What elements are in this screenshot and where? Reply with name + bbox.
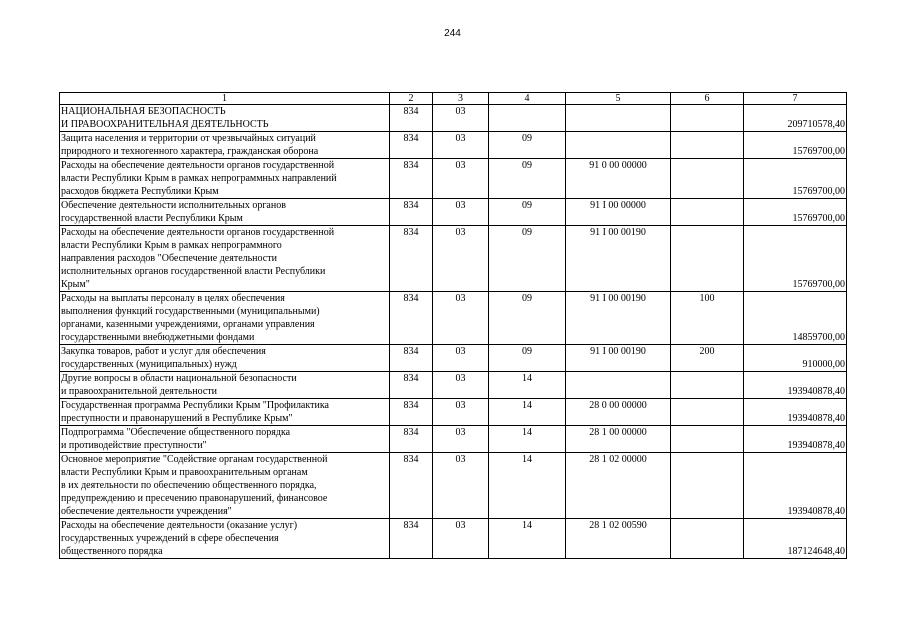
target-article-code [566,105,671,132]
table-row [60,426,847,453]
amount: 193940878,40 [744,399,847,426]
expense-type-code [671,159,744,199]
target-article-code: 91 0 00 00000 [566,159,671,199]
row-name [60,159,390,199]
table-row [60,292,847,345]
row-name-line: власти Республики Крым и правоохранительным органам [61,467,308,478]
row-name-line: Другие вопросы в области национальной безопасности [61,373,297,384]
subsection-code: 14 [489,426,566,453]
row-name [60,292,390,345]
table-row [60,226,847,292]
table-row [60,453,847,519]
amount: 15769700,00 [744,159,847,199]
target-article-code [566,132,671,159]
ministry-code: 834 [390,426,433,453]
row-name-line: государственных учреждений в сфере обеспечения [61,533,279,544]
section-code: 03 [433,519,489,559]
table-row [60,399,847,426]
ministry-code: 834 [390,519,433,559]
row-name-line: власти Республики Крым в рамках непрограммных направлений [61,173,337,184]
row-name-line: Расходы на выплаты персоналу в целях обеспечения [61,293,285,304]
expense-type-code [671,105,744,132]
section-code: 03 [433,199,489,226]
header-cell: 4 [489,93,566,105]
row-name-line: Расходы на обеспечение деятельности (оказание услуг) [61,520,298,531]
row-name [60,426,390,453]
ministry-code: 834 [390,199,433,226]
ministry-code: 834 [390,292,433,345]
section-code: 03 [433,132,489,159]
subsection-code: 14 [489,519,566,559]
row-name-line: в их деятельности по обеспечению общественного порядка, [61,480,317,491]
header-cell: 2 [390,93,433,105]
amount: 193940878,40 [744,453,847,519]
row-name [60,399,390,426]
amount: 187124648,40 [744,519,847,559]
subsection-code: 09 [489,226,566,292]
row-name-line: власти Республики Крым в рамках непрограммного [61,240,282,251]
row-name-line: расходов бюджета Республики Крым [61,186,219,197]
row-name-line: государственными внебюджетными фондами [61,332,255,343]
expense-type-code [671,519,744,559]
table-row [60,199,847,226]
ministry-code: 834 [390,159,433,199]
amount: 193940878,40 [744,372,847,399]
row-name [60,345,390,372]
section-code: 03 [433,292,489,345]
row-name-line: и правоохранительной деятельности [61,386,217,397]
section-code: 03 [433,426,489,453]
expense-type-code [671,453,744,519]
row-name [60,132,390,159]
expense-type-code [671,199,744,226]
amount: 15769700,00 [744,199,847,226]
subsection-code: 09 [489,132,566,159]
row-name-line: НАЦИОНАЛЬНАЯ БЕЗОПАСНОСТЬ [61,106,226,117]
row-name-line: общественного порядка [61,546,163,557]
section-code: 03 [433,399,489,426]
expense-type-code [671,426,744,453]
target-article-code: 91 I 00 00190 [566,345,671,372]
row-name-line: органами, казенными учреждениями, органами управления [61,319,315,330]
target-article-code: 28 1 02 00000 [566,453,671,519]
subsection-code: 14 [489,372,566,399]
subsection-code: 09 [489,292,566,345]
table-row [60,519,847,559]
target-article-code: 91 I 00 00190 [566,292,671,345]
row-name-line: Основное мероприятие "Содействие органам государственной [61,454,328,465]
subsection-code: 09 [489,159,566,199]
section-code: 03 [433,453,489,519]
row-name-line: исполнительных органов государственной власти Республики [61,266,326,277]
row-name-line: Крым" [61,279,90,290]
ministry-code: 834 [390,226,433,292]
amount: 193940878,40 [744,426,847,453]
row-name [60,226,390,292]
header-cell: 7 [744,93,847,105]
row-name-line: Подпрограмма "Обеспечение общественного порядка [61,427,291,438]
expense-type-code: 200 [671,345,744,372]
subsection-code: 09 [489,199,566,226]
table-row [60,105,847,132]
row-name-line: государственных (муниципальных) нужд [61,359,237,370]
header-row [60,93,847,105]
section-code: 03 [433,345,489,372]
row-name-line: Обеспечение деятельности исполнительных органов [61,200,286,211]
subsection-code [489,105,566,132]
ministry-code: 834 [390,345,433,372]
ministry-code: 834 [390,372,433,399]
row-name [60,372,390,399]
row-name-line: Закупка товаров, работ и услуг для обеспечения [61,346,266,357]
row-name [60,519,390,559]
target-article-code: 28 0 00 00000 [566,399,671,426]
section-code: 03 [433,372,489,399]
ministry-code: 834 [390,453,433,519]
expense-type-code [671,372,744,399]
expense-type-code [671,399,744,426]
ministry-code: 834 [390,399,433,426]
table-row [60,159,847,199]
ministry-code: 834 [390,105,433,132]
ministry-code: 834 [390,132,433,159]
target-article-code: 28 1 02 00590 [566,519,671,559]
expense-type-code [671,226,744,292]
row-name-line: государственной власти Республики Крым [61,213,243,224]
amount: 15769700,00 [744,132,847,159]
row-name-line: Расходы на обеспечение деятельности органов государственной [61,227,335,238]
table-row [60,345,847,372]
target-article-code: 91 I 00 00000 [566,199,671,226]
target-article-code: 28 1 00 00000 [566,426,671,453]
budget-table [59,92,847,559]
subsection-code: 14 [489,453,566,519]
header-cell: 3 [433,93,489,105]
subsection-code: 14 [489,399,566,426]
row-name-line: выполнения функций государственными (муниципальными) [61,306,320,317]
target-article-code: 91 I 00 00190 [566,226,671,292]
amount: 209710578,40 [744,105,847,132]
target-article-code [566,372,671,399]
row-name-line: и противодействие преступности" [61,440,207,451]
table-row [60,372,847,399]
amount: 910000,00 [744,345,847,372]
row-name-line: обеспечение деятельности учреждения" [61,506,232,517]
row-name-line: Расходы на обеспечение деятельности органов государственной [61,160,335,171]
section-code: 03 [433,226,489,292]
header-cell: 6 [671,93,744,105]
table-row [60,132,847,159]
row-name [60,453,390,519]
amount: 15769700,00 [744,226,847,292]
row-name-line: И ПРАВООХРАНИТЕЛЬНАЯ ДЕЯТЕЛЬНОСТЬ [61,119,269,130]
row-name-line: предупреждению и пресечению правонарушений, финансовое [61,493,328,504]
header-cell: 5 [566,93,671,105]
header-cell: 1 [60,93,390,105]
section-code: 03 [433,159,489,199]
section-code: 03 [433,105,489,132]
row-name-line: природного и техногенного характера, гражданская оборона [61,146,319,157]
row-name [60,199,390,226]
expense-type-code: 100 [671,292,744,345]
expense-type-code [671,132,744,159]
row-name-line: Защита населения и территории от чрезвычайных ситуаций [61,133,316,144]
subsection-code: 09 [489,345,566,372]
amount: 14859700,00 [744,292,847,345]
row-name-line: преступности и правонарушений в Республике Крым" [61,413,293,424]
row-name [60,105,390,132]
row-name-line: Государственная программа Республики Крым "Профилактика [61,400,329,411]
page-number: 244 [444,28,461,39]
row-name-line: направления расходов "Обеспечение деятельности [61,253,277,264]
